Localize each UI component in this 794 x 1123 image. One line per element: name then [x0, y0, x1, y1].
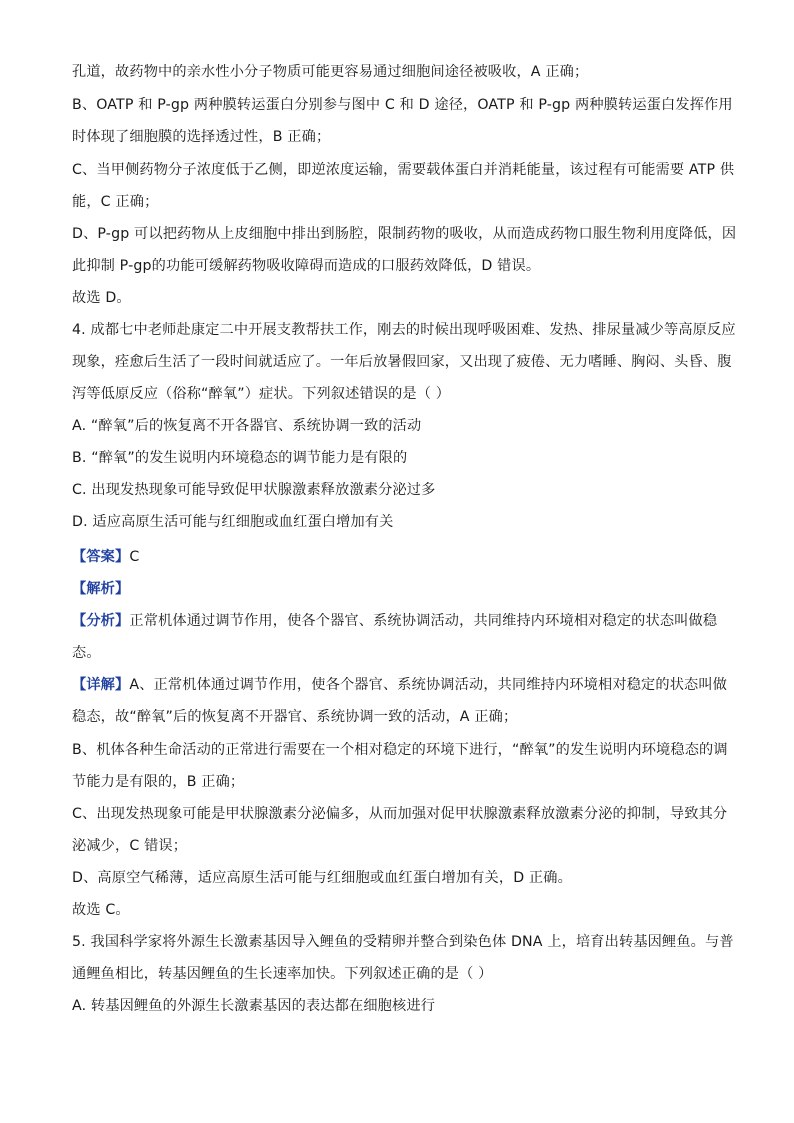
analysis-tag: 【解析】	[72, 581, 130, 597]
q4-option-a: A. “醉氧”后的恢复离不开各器官、系统协调一致的活动	[72, 418, 422, 434]
q4-xiangjie: D、高原空气稀薄，适应高原生活可能与红细胞或血红蛋白增加有关，D 正确。	[72, 870, 572, 886]
q4-stem: 4. 成都七中老师赴康定二中开展支教帮扶工作，刚去的时候出现呼吸困难、发热、排尿量减少等高原反应	[72, 322, 736, 338]
q4-xiangjie: 节能力是有限的，B 正确；	[72, 774, 245, 790]
q4-xiangjie: C、出现发热现象可能是甲状腺激素分泌偏多，从而加强对促甲状腺激素释放激素分泌的抑制，导致其分	[72, 806, 728, 822]
q3-explanation-line: 此抑制 P-gp的功能可缓解药物吸收障碍而造成的口服药效降低，D 错误。	[72, 258, 541, 274]
xiangjie-tag: 【详解】	[72, 677, 130, 693]
q4-xiangjie: B、机体各种生命活动的正常进行需要在一个相对稳定的环境下进行，“醉氧”的发生说明内环境稳态的调	[72, 742, 728, 758]
q4-fenxi	[72, 611, 717, 631]
answer-tag: 【答案】	[72, 549, 130, 565]
fenxi-tag: 【分析】	[72, 613, 130, 629]
q4-xiangjie: 泌减少，C 错误；	[72, 838, 188, 854]
q4-stem: 现象，痊愈后生活了一段时间就适应了。一年后放暑假回家，又出现了疲倦、无力嗜睡、胸闷、头昏、腹	[72, 354, 732, 370]
q5-stem: 5. 我国科学家将外源生长激素基因导入鲤鱼的受精卵并整合到染色体 DNA 上，培育出转基因鲤鱼。与普	[72, 934, 734, 950]
q3-explanation-line: 能，C 正确；	[72, 194, 159, 210]
q3-conclusion: 故选 D。	[72, 290, 131, 306]
xiangjie-text: A、正常机体通过调节作用，使各个器官、系统协调活动，共同维持内环境相对稳定的状态叫做	[129, 677, 728, 693]
q4-xiangjie: 稳态，故“醉氧”后的恢复离不开器官、系统协调一致的活动，A 正确；	[72, 709, 518, 725]
q4-option-b: B. “醉氧”的发生说明内环境稳态的调节能力是有限的	[72, 450, 408, 466]
q5-option-a: A. 转基因鲤鱼的外源生长激素基因的表达都在细胞核进行	[72, 998, 436, 1014]
answer-value: C	[129, 549, 140, 565]
q4-conclusion: 故选 C。	[72, 902, 130, 918]
q4-option-d: D. 适应高原生活可能与红细胞或血红蛋白增加有关	[72, 514, 394, 530]
q3-explanation-line: 时体现了细胞膜的选择透过性，B 正确；	[72, 129, 331, 145]
q3-explanation-line: B、OATP 和 P-gp 两种膜转运蛋白分别参与图中 C 和 D 途径，OATP 和 P-gp 两种膜转运蛋白发挥作用	[72, 97, 733, 113]
q4-xiangjie	[72, 675, 727, 695]
q4-option-c: C. 出现发热现象可能导致促甲状腺激素释放激素分泌过多	[72, 482, 436, 498]
q4-fenxi: 态。	[72, 645, 101, 661]
q4-answer	[72, 547, 139, 567]
q5-stem: 通鲤鱼相比，转基因鲤鱼的生长速率加快。下列叙述正确的是（ ）	[72, 966, 493, 982]
fenxi-text: 正常机体通过调节作用，使各个器官、系统协调活动，共同维持内环境相对稳定的状态叫做稳	[129, 613, 718, 629]
q3-explanation-line: C、当甲侧药物分子浓度低于乙侧，即逆浓度运输，需要载体蛋白并消耗能量，该过程有可能需要 ATP 供	[72, 162, 735, 178]
q4-stem: 泻等低原反应（俗称“醉氧”）症状。下列叙述错误的是（ ）	[72, 386, 451, 402]
q3-explanation-line: D、P-gp 可以把药物从上皮细胞中排出到肠腔，限制药物的吸收，从而造成药物口服生物利用度降低，因	[72, 226, 737, 242]
q3-explanation-line: 孔道，故药物中的亲水性小分子物质可能更容易通过细胞间途径被吸收，A 正确；	[72, 64, 589, 80]
